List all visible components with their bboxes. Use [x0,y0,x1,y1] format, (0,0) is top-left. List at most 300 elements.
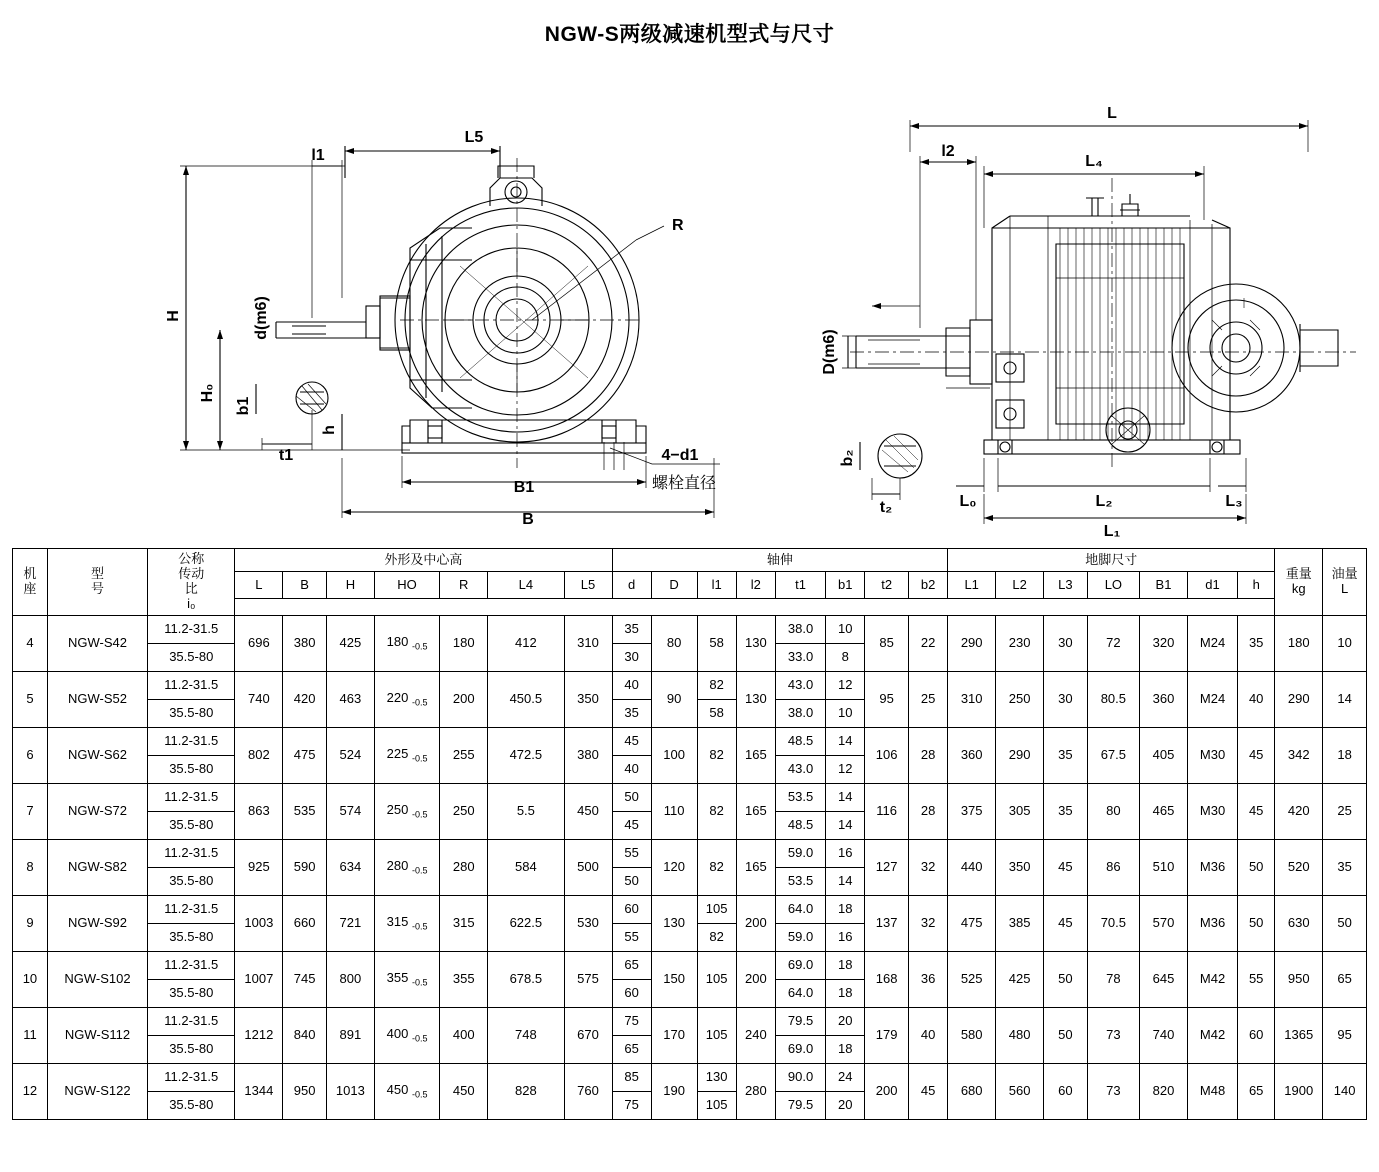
cell-ratio-high: 11.2-31.5 [148,952,235,980]
header-oil [1323,549,1367,616]
cell-L: 802 [235,728,283,784]
cell-R: 315 [440,896,488,952]
cell-l1-low: 82 [697,924,736,952]
cell-frame: 10 [13,952,48,1008]
cell-d-high: 55 [612,840,651,868]
cell-ratio-low: 35.5-80 [148,812,235,840]
cell-t1-high: 90.0 [775,1064,825,1092]
header-weight-line2: kg [1291,581,1306,596]
header-ratio-line4: i₀ [187,595,196,611]
cell-l1: 82 [697,784,736,840]
table-row [13,784,1367,812]
cell-L3: 35 [1044,728,1088,784]
cell-d-low: 40 [612,756,651,784]
table-row [13,952,1367,980]
cell-d-high: 50 [612,784,651,812]
cell-l1-low: 105 [697,1092,736,1120]
cell-B1: 740 [1140,1008,1188,1064]
cell-HO: 400 $_{-0.5}$ [374,1008,439,1064]
cell-L5: 310 [564,616,612,672]
cell-D: 170 [651,1008,697,1064]
cell-H: 891 [326,1008,374,1064]
cell-ratio-high: 11.2-31.5 [148,1008,235,1036]
cell-LO: 72 [1087,616,1139,672]
cell-weight: 290 [1275,672,1323,728]
header-ratio-line2: 传动 [178,566,205,582]
cell-d1: M30 [1187,784,1237,840]
cell-L2: 560 [996,1064,1044,1120]
cell-B: 590 [283,840,327,896]
cell-b2: 28 [908,728,947,784]
table-row [13,728,1367,756]
cell-d-low: 55 [612,924,651,952]
cell-d1: M42 [1187,1008,1237,1064]
label-4-d1: 4−d1 [661,447,699,464]
cell-L3: 30 [1044,616,1088,672]
col-B: B [283,572,327,599]
cell-L1: 310 [948,672,996,728]
cell-L4: 472.5 [488,728,564,784]
cell-h: 40 [1238,672,1275,728]
cell-LO: 80.5 [1087,672,1139,728]
cell-frame: 4 [13,616,48,672]
cell-ratio-low: 35.5-80 [148,980,235,1008]
cell-H: 524 [326,728,374,784]
cell-oil: 18 [1323,728,1367,784]
cell-R: 255 [440,728,488,784]
cell-frame: 7 [13,784,48,840]
cell-D: 100 [651,728,697,784]
cell-b1-low: 10 [826,700,865,728]
cell-b1-high: 12 [826,672,865,700]
cell-H: 800 [326,952,374,1008]
drawings-area [0,48,1379,548]
cell-ratio-low: 35.5-80 [148,1036,235,1064]
cell-d-high: 60 [612,896,651,924]
group-header-shaft: 轴伸 [612,549,948,572]
cell-h: 45 [1238,728,1275,784]
table-row [13,616,1367,644]
col-l1: l1 [697,572,736,599]
cell-model: NGW-S52 [47,672,147,728]
cell-l2: 240 [736,1008,775,1064]
cell-L1: 680 [948,1064,996,1120]
group-header-outline: 外形及中心高 [235,549,612,572]
cell-t1-low: 64.0 [775,980,825,1008]
cell-L1: 475 [948,896,996,952]
cell-L3: 45 [1044,896,1088,952]
cell-L: 1003 [235,896,283,952]
label-d-m6: d(m6) [253,296,270,340]
cell-L2: 385 [996,896,1044,952]
cell-weight: 1900 [1275,1064,1323,1120]
label-L4: L₄ [1085,153,1103,170]
cell-t2: 95 [865,672,909,728]
cell-t2: 200 [865,1064,909,1120]
cell-L2: 290 [996,728,1044,784]
cell-L4: 584 [488,840,564,896]
col-t1: t1 [775,572,825,599]
cell-weight: 420 [1275,784,1323,840]
cell-L5: 450 [564,784,612,840]
cell-HO: 280 $_{-0.5}$ [374,840,439,896]
cell-b2: 40 [908,1008,947,1064]
cell-B: 475 [283,728,327,784]
cell-L4: 748 [488,1008,564,1064]
cell-t2: 137 [865,896,909,952]
cell-d1: M36 [1187,896,1237,952]
cell-ratio-low: 35.5-80 [148,644,235,672]
cell-ratio-high: 11.2-31.5 [148,784,235,812]
cell-b1-low: 20 [826,1092,865,1120]
cell-L: 1007 [235,952,283,1008]
cell-weight: 342 [1275,728,1323,784]
cell-HO: 180 $_{-0.5}$ [374,616,439,672]
table-row [13,896,1367,924]
label-L5: L5 [464,129,484,146]
cell-ratio-high: 11.2-31.5 [148,896,235,924]
col-L5: L5 [564,572,612,599]
cell-R: 200 [440,672,488,728]
cell-L: 863 [235,784,283,840]
label-b2: b₂ [839,449,856,467]
cell-B: 840 [283,1008,327,1064]
label-b1: b1 [235,396,252,416]
cell-LO: 70.5 [1087,896,1139,952]
cell-L4: 622.5 [488,896,564,952]
cell-ratio-high: 11.2-31.5 [148,616,235,644]
cell-L4: 828 [488,1064,564,1120]
cell-b1-low: 14 [826,812,865,840]
cell-L1: 440 [948,840,996,896]
cell-HO: 220 $_{-0.5}$ [374,672,439,728]
cell-H: 574 [326,784,374,840]
label-L3: L₃ [1225,493,1243,510]
cell-l1-low: 58 [697,700,736,728]
cell-B: 380 [283,616,327,672]
header-model-line2: 号 [91,581,105,596]
cell-L1: 290 [948,616,996,672]
cell-t2: 106 [865,728,909,784]
header-oil-line1: 油量 [1331,566,1358,582]
cell-ratio-low: 35.5-80 [148,868,235,896]
cell-L3: 35 [1044,784,1088,840]
cell-frame: 5 [13,672,48,728]
cell-oil: 10 [1323,616,1367,672]
cell-frame: 11 [13,1008,48,1064]
label-L1: L₁ [1103,523,1121,540]
cell-t1-low: 59.0 [775,924,825,952]
cell-B: 535 [283,784,327,840]
header-ratio-line3: 比 [184,581,198,596]
figure-front-view [760,48,1360,548]
cell-b1-low: 16 [826,924,865,952]
cell-L2: 425 [996,952,1044,1008]
cell-t2: 116 [865,784,909,840]
cell-L: 1344 [235,1064,283,1120]
cell-h: 45 [1238,784,1275,840]
col-B1: B1 [1140,572,1188,599]
col-R: R [440,572,488,599]
cell-l2: 280 [736,1064,775,1120]
label-h: h [321,425,338,435]
cell-R: 355 [440,952,488,1008]
cell-model: NGW-S112 [47,1008,147,1064]
cell-d-low: 50 [612,868,651,896]
cell-d-high: 45 [612,728,651,756]
cell-frame: 9 [13,896,48,952]
cell-d1: M48 [1187,1064,1237,1120]
cell-L3: 45 [1044,840,1088,896]
col-h: h [1238,572,1275,599]
cell-model: NGW-S62 [47,728,147,784]
cell-B: 420 [283,672,327,728]
cell-HO: 225 $_{-0.5}$ [374,728,439,784]
header-frame [13,549,48,616]
col-L1: L1 [948,572,996,599]
cell-l2: 130 [736,616,775,672]
cell-oil: 35 [1323,840,1367,896]
label-R: R [672,217,684,234]
cell-t1-low: 53.5 [775,868,825,896]
cell-L2: 350 [996,840,1044,896]
cell-L: 1212 [235,1008,283,1064]
col-L: L [235,572,283,599]
cell-model: NGW-S102 [47,952,147,1008]
cell-h: 50 [1238,840,1275,896]
col-HO: HO [374,572,439,599]
cell-L3: 50 [1044,1008,1088,1064]
cell-b2: 36 [908,952,947,1008]
cell-l1: 82 [697,840,736,896]
cell-L5: 380 [564,728,612,784]
cell-b1-low: 18 [826,980,865,1008]
cell-D: 190 [651,1064,697,1120]
cell-D: 90 [651,672,697,728]
cell-ratio-high: 11.2-31.5 [148,728,235,756]
cell-B: 660 [283,896,327,952]
cell-L3: 50 [1044,952,1088,1008]
cell-l1: 105 [697,1008,736,1064]
header-ratio [148,549,235,616]
table-row [13,840,1367,868]
cell-d-low: 35 [612,700,651,728]
cell-h: 55 [1238,952,1275,1008]
cell-frame: 6 [13,728,48,784]
cell-t1-high: 64.0 [775,896,825,924]
cell-d-low: 30 [612,644,651,672]
cell-t1-high: 43.0 [775,672,825,700]
cell-D: 110 [651,784,697,840]
label-B: B [522,511,534,528]
label-l2: l2 [941,143,955,160]
cell-L4: 5.5 [488,784,564,840]
cell-oil: 14 [1323,672,1367,728]
cell-B1: 820 [1140,1064,1188,1120]
cell-model: NGW-S122 [47,1064,147,1120]
cell-l2: 165 [736,728,775,784]
cell-b1-high: 16 [826,840,865,868]
cell-t1-low: 38.0 [775,700,825,728]
cell-R: 180 [440,616,488,672]
cell-L1: 525 [948,952,996,1008]
cell-LO: 67.5 [1087,728,1139,784]
cell-H: 425 [326,616,374,672]
cell-d-high: 85 [612,1064,651,1092]
label-D-m6: D(m6) [821,329,838,375]
cell-L5: 500 [564,840,612,896]
cell-l1-high: 130 [697,1064,736,1092]
cell-t1-low: 69.0 [775,1036,825,1064]
cell-l1: 82 [697,728,736,784]
cell-l1: 105 [697,952,736,1008]
cell-h: 35 [1238,616,1275,672]
cell-R: 400 [440,1008,488,1064]
cell-H: 463 [326,672,374,728]
col-t2: t2 [865,572,909,599]
cell-L5: 670 [564,1008,612,1064]
cell-b1-low: 14 [826,868,865,896]
cell-B: 950 [283,1064,327,1120]
cell-oil: 50 [1323,896,1367,952]
cell-LO: 73 [1087,1008,1139,1064]
cell-d-high: 35 [612,616,651,644]
cell-oil: 25 [1323,784,1367,840]
cell-ratio-low: 35.5-80 [148,700,235,728]
cell-d1: M30 [1187,728,1237,784]
table-row [13,1064,1367,1092]
cell-b1-high: 18 [826,896,865,924]
cell-ratio-high: 11.2-31.5 [148,840,235,868]
cell-l1: 58 [697,616,736,672]
col-L4: L4 [488,572,564,599]
cell-b1-low: 12 [826,756,865,784]
page-title: NGW-S两级减速机型式与尺寸 [544,23,835,46]
cell-L: 925 [235,840,283,896]
cell-l1-high: 82 [697,672,736,700]
cell-d-low: 60 [612,980,651,1008]
cell-L: 740 [235,672,283,728]
cell-t1-low: 79.5 [775,1092,825,1120]
cell-b1-high: 24 [826,1064,865,1092]
cell-model: NGW-S92 [47,896,147,952]
cell-t2: 179 [865,1008,909,1064]
col-d1: d1 [1187,572,1237,599]
cell-D: 150 [651,952,697,1008]
cell-oil: 95 [1323,1008,1367,1064]
cell-B1: 570 [1140,896,1188,952]
cell-B1: 465 [1140,784,1188,840]
cell-HO: 450 $_{-0.5}$ [374,1064,439,1120]
cell-H: 721 [326,896,374,952]
cell-HO: 355 $_{-0.5}$ [374,952,439,1008]
cell-L1: 580 [948,1008,996,1064]
cell-weight: 1365 [1275,1008,1323,1064]
cell-t1-high: 59.0 [775,840,825,868]
cell-model: NGW-S72 [47,784,147,840]
cell-t1-high: 69.0 [775,952,825,980]
cell-b2: 25 [908,672,947,728]
label-L: L [1107,105,1117,122]
cell-model: NGW-S82 [47,840,147,896]
cell-B1: 320 [1140,616,1188,672]
cell-d1: M24 [1187,616,1237,672]
cell-D: 130 [651,896,697,952]
header-oil-line2: L [1340,581,1349,596]
header-model-line1: 型 [91,566,105,582]
group-header-foot: 地脚尺寸 [948,549,1275,572]
col-b2: b2 [908,572,947,599]
cell-oil: 140 [1323,1064,1367,1120]
cell-t2: 85 [865,616,909,672]
cell-l2: 165 [736,784,775,840]
figure-side-view [80,48,720,548]
cell-t1-low: 33.0 [775,644,825,672]
cell-LO: 78 [1087,952,1139,1008]
label-t2: t₂ [879,499,893,516]
cell-LO: 73 [1087,1064,1139,1120]
cell-B1: 360 [1140,672,1188,728]
cell-b2: 22 [908,616,947,672]
cell-d-high: 65 [612,952,651,980]
cell-d-low: 65 [612,1036,651,1064]
cell-frame: 8 [13,840,48,896]
cell-h: 50 [1238,896,1275,952]
col-L2: L2 [996,572,1044,599]
cell-b1-low: 8 [826,644,865,672]
cell-L5: 575 [564,952,612,1008]
header-spacer [235,599,1275,616]
cell-R: 250 [440,784,488,840]
cell-model: NGW-S42 [47,616,147,672]
cell-t1-high: 79.5 [775,1008,825,1036]
cell-b1-high: 20 [826,1008,865,1036]
dimensions-table [12,548,1367,1120]
cell-LO: 80 [1087,784,1139,840]
cell-t1-high: 38.0 [775,616,825,644]
cell-b1-low: 18 [826,1036,865,1064]
cell-t1-high: 53.5 [775,784,825,812]
cell-B1: 645 [1140,952,1188,1008]
header-ratio-line1: 公称 [178,551,205,567]
cell-b1-high: 14 [826,784,865,812]
cell-weight: 950 [1275,952,1323,1008]
cell-l2: 165 [736,840,775,896]
cell-L2: 305 [996,784,1044,840]
cell-d-low: 75 [612,1092,651,1120]
label-H0: H₀ [199,383,216,403]
cell-weight: 630 [1275,896,1323,952]
cell-R: 280 [440,840,488,896]
col-d: d [612,572,651,599]
header-frame-line2: 座 [23,581,37,596]
cell-t1-high: 48.5 [775,728,825,756]
col-D: D [651,572,697,599]
cell-L: 696 [235,616,283,672]
header-frame-line1: 机 [23,566,37,582]
cell-L3: 30 [1044,672,1088,728]
cell-weight: 180 [1275,616,1323,672]
cell-oil: 65 [1323,952,1367,1008]
cell-ratio-low: 35.5-80 [148,756,235,784]
cell-D: 80 [651,616,697,672]
label-B1: B1 [513,479,535,496]
cell-L2: 230 [996,616,1044,672]
cell-L1: 360 [948,728,996,784]
label-H: H [165,310,182,322]
cell-L3: 60 [1044,1064,1088,1120]
col-L3: L3 [1044,572,1088,599]
